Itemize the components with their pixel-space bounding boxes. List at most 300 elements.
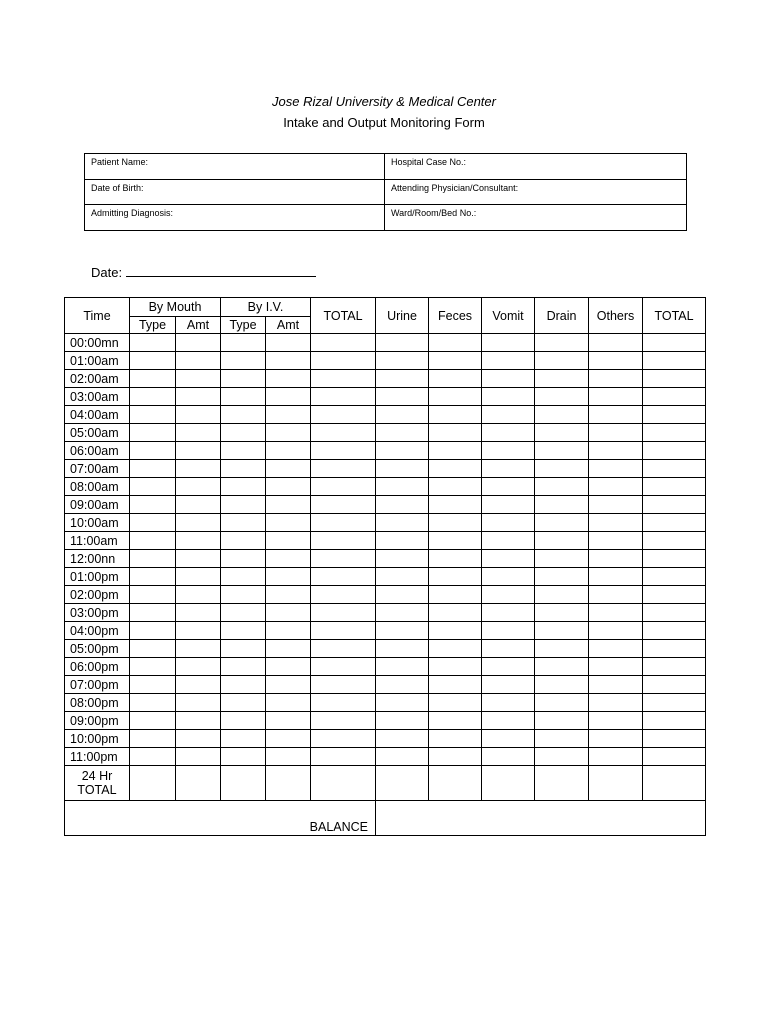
drain-cell[interactable]	[535, 478, 589, 496]
by-mouth-amt-cell[interactable]	[176, 532, 221, 550]
intake-total-cell[interactable]	[311, 694, 376, 712]
by-iv-type-cell[interactable]	[221, 568, 266, 586]
by-mouth-type-cell[interactable]	[130, 352, 176, 370]
drain-cell[interactable]	[535, 352, 589, 370]
by-mouth-type-cell[interactable]	[130, 676, 176, 694]
vomit-cell[interactable]	[482, 334, 535, 352]
by-mouth-amt-cell[interactable]	[176, 442, 221, 460]
by-mouth-amt-cell[interactable]	[176, 514, 221, 532]
by-iv-type-cell[interactable]	[221, 424, 266, 442]
intake-total-cell[interactable]	[311, 658, 376, 676]
urine-cell[interactable]	[376, 622, 429, 640]
others-cell[interactable]	[589, 676, 643, 694]
output-total-cell[interactable]	[643, 478, 706, 496]
feces-cell[interactable]	[429, 586, 482, 604]
by-iv-amt-cell[interactable]	[266, 712, 311, 730]
output-total-cell[interactable]	[643, 388, 706, 406]
vomit-cell[interactable]	[482, 568, 535, 586]
by-iv-amt-cell[interactable]	[266, 640, 311, 658]
by-iv-amt-cell[interactable]	[266, 676, 311, 694]
vomit-cell[interactable]	[482, 586, 535, 604]
others-cell[interactable]	[589, 730, 643, 748]
intake-total-cell[interactable]	[311, 406, 376, 424]
urine-cell[interactable]	[376, 730, 429, 748]
by-iv-type-cell[interactable]	[221, 460, 266, 478]
others-cell[interactable]	[589, 370, 643, 388]
output-total-cell[interactable]	[643, 730, 706, 748]
total-24hr-label	[65, 766, 130, 801]
others-cell[interactable]	[589, 478, 643, 496]
by-mouth-type-cell[interactable]	[130, 406, 176, 424]
drain-cell[interactable]	[535, 658, 589, 676]
by-mouth-type-cell[interactable]	[130, 568, 176, 586]
others-cell[interactable]	[589, 424, 643, 442]
output-total-cell[interactable]	[643, 370, 706, 388]
drain-cell[interactable]	[535, 532, 589, 550]
intake-total-cell[interactable]	[311, 388, 376, 406]
intake-total-cell[interactable]	[311, 370, 376, 388]
by-mouth-type-cell[interactable]	[130, 622, 176, 640]
urine-cell[interactable]	[376, 460, 429, 478]
vomit-cell[interactable]	[482, 478, 535, 496]
by-iv-amt-cell[interactable]	[266, 352, 311, 370]
intake-total-cell[interactable]	[311, 352, 376, 370]
vomit-cell[interactable]	[482, 460, 535, 478]
by-iv-amt-cell[interactable]	[266, 622, 311, 640]
by-mouth-type-cell[interactable]	[130, 694, 176, 712]
by-mouth-type-cell[interactable]	[130, 586, 176, 604]
by-mouth-amt-cell[interactable]	[176, 460, 221, 478]
time-cell: 04:00pm	[65, 622, 130, 640]
intake-total-cell[interactable]	[311, 550, 376, 568]
by-iv-type-cell[interactable]	[221, 388, 266, 406]
output-total-cell[interactable]	[643, 604, 706, 622]
intake-total-cell[interactable]	[311, 568, 376, 586]
urine-cell[interactable]	[376, 406, 429, 424]
by-iv-type-cell[interactable]	[221, 406, 266, 424]
by-iv-amt-cell[interactable]	[266, 514, 311, 532]
by-mouth-amt-cell[interactable]	[176, 496, 221, 514]
date-blank-line[interactable]	[126, 264, 316, 277]
others-cell[interactable]	[589, 388, 643, 406]
others-cell[interactable]	[589, 550, 643, 568]
output-total-cell[interactable]	[643, 658, 706, 676]
feces-cell[interactable]	[429, 442, 482, 460]
hospital-case-no-field[interactable]: Hospital Case No.:	[385, 154, 687, 180]
urine-cell[interactable]	[376, 604, 429, 622]
vomit-cell[interactable]	[482, 676, 535, 694]
vomit-cell[interactable]	[482, 748, 535, 766]
intake-total-cell[interactable]	[311, 532, 376, 550]
by-mouth-type-cell[interactable]	[130, 748, 176, 766]
vomit-cell[interactable]	[482, 640, 535, 658]
feces-cell[interactable]	[429, 658, 482, 676]
by-mouth-type-cell[interactable]	[130, 658, 176, 676]
urine-cell[interactable]	[376, 568, 429, 586]
by-mouth-type-cell[interactable]	[130, 442, 176, 460]
by-iv-type-cell[interactable]	[221, 712, 266, 730]
by-iv-type-cell[interactable]	[221, 352, 266, 370]
feces-cell[interactable]	[429, 676, 482, 694]
drain-cell[interactable]	[535, 406, 589, 424]
others-cell[interactable]	[589, 460, 643, 478]
others-cell[interactable]	[589, 622, 643, 640]
total-intake-total-cell[interactable]	[311, 766, 376, 801]
by-iv-amt-cell[interactable]	[266, 334, 311, 352]
by-iv-type-cell[interactable]	[221, 514, 266, 532]
others-cell[interactable]	[589, 442, 643, 460]
by-iv-amt-cell[interactable]	[266, 442, 311, 460]
drain-cell[interactable]	[535, 604, 589, 622]
intake-total-cell[interactable]	[311, 604, 376, 622]
feces-cell[interactable]	[429, 406, 482, 424]
by-mouth-type-cell[interactable]	[130, 334, 176, 352]
vomit-cell[interactable]	[482, 388, 535, 406]
by-mouth-type-cell[interactable]	[130, 514, 176, 532]
intake-total-cell[interactable]	[311, 442, 376, 460]
intake-total-cell[interactable]	[311, 622, 376, 640]
by-mouth-type-cell[interactable]	[130, 730, 176, 748]
by-mouth-amt-cell[interactable]	[176, 748, 221, 766]
vomit-cell[interactable]	[482, 406, 535, 424]
intake-output-table	[64, 297, 706, 836]
drain-cell[interactable]	[535, 640, 589, 658]
others-cell[interactable]	[589, 352, 643, 370]
others-cell[interactable]	[589, 568, 643, 586]
others-cell[interactable]	[589, 712, 643, 730]
table-row	[65, 460, 706, 478]
by-mouth-amt-header: Amt	[176, 317, 221, 334]
by-mouth-amt-cell[interactable]	[176, 550, 221, 568]
by-iv-type-cell[interactable]	[221, 748, 266, 766]
output-total-cell[interactable]	[643, 640, 706, 658]
output-total-cell[interactable]	[643, 748, 706, 766]
output-total-cell[interactable]	[643, 442, 706, 460]
by-iv-amt-cell[interactable]	[266, 460, 311, 478]
by-iv-type-cell[interactable]	[221, 442, 266, 460]
urine-cell[interactable]	[376, 352, 429, 370]
others-cell[interactable]	[589, 694, 643, 712]
total-others-cell[interactable]	[589, 766, 643, 801]
by-iv-amt-cell[interactable]	[266, 532, 311, 550]
urine-cell[interactable]	[376, 550, 429, 568]
feces-cell[interactable]	[429, 568, 482, 586]
drain-cell[interactable]	[535, 388, 589, 406]
vomit-cell[interactable]	[482, 604, 535, 622]
feces-cell[interactable]	[429, 496, 482, 514]
intake-total-cell[interactable]	[311, 712, 376, 730]
urine-cell[interactable]	[376, 478, 429, 496]
feces-cell[interactable]	[429, 640, 482, 658]
by-iv-amt-cell[interactable]	[266, 388, 311, 406]
by-iv-amt-cell[interactable]	[266, 478, 311, 496]
total-output-total-cell[interactable]	[643, 766, 706, 801]
feces-cell[interactable]	[429, 712, 482, 730]
output-total-cell[interactable]	[643, 622, 706, 640]
by-mouth-amt-cell[interactable]	[176, 604, 221, 622]
urine-cell[interactable]	[376, 334, 429, 352]
by-mouth-amt-cell[interactable]	[176, 640, 221, 658]
by-mouth-amt-cell[interactable]	[176, 424, 221, 442]
by-mouth-type-cell[interactable]	[130, 604, 176, 622]
by-iv-type-cell[interactable]	[221, 586, 266, 604]
urine-cell[interactable]	[376, 712, 429, 730]
by-iv-type-cell[interactable]	[221, 658, 266, 676]
others-cell[interactable]	[589, 334, 643, 352]
time-cell: 01:00am	[65, 352, 130, 370]
feces-cell[interactable]	[429, 748, 482, 766]
institution-name: Jose Rizal University & Medical Center	[272, 94, 496, 109]
output-total-cell[interactable]	[643, 550, 706, 568]
intake-total-cell[interactable]	[311, 676, 376, 694]
feces-cell[interactable]	[429, 388, 482, 406]
urine-cell[interactable]	[376, 748, 429, 766]
by-iv-type-cell[interactable]	[221, 478, 266, 496]
vomit-cell[interactable]	[482, 370, 535, 388]
drain-cell[interactable]	[535, 424, 589, 442]
others-cell[interactable]	[589, 514, 643, 532]
output-total-cell[interactable]	[643, 532, 706, 550]
by-mouth-amt-cell[interactable]	[176, 406, 221, 424]
drain-cell[interactable]	[535, 730, 589, 748]
patient-name-field[interactable]: Patient Name:	[85, 154, 385, 180]
admitting-diagnosis-field[interactable]: Admitting Diagnosis:	[85, 205, 385, 231]
by-mouth-type-cell[interactable]	[130, 460, 176, 478]
drain-cell[interactable]	[535, 496, 589, 514]
urine-cell[interactable]	[376, 370, 429, 388]
urine-cell[interactable]	[376, 514, 429, 532]
drain-cell[interactable]	[535, 586, 589, 604]
intake-total-cell[interactable]	[311, 478, 376, 496]
by-iv-type-cell[interactable]	[221, 604, 266, 622]
time-cell: 07:00pm	[65, 676, 130, 694]
intake-total-cell[interactable]	[311, 334, 376, 352]
by-mouth-type-cell[interactable]	[130, 388, 176, 406]
by-iv-amt-cell[interactable]	[266, 550, 311, 568]
urine-cell[interactable]	[376, 586, 429, 604]
by-mouth-type-cell[interactable]	[130, 496, 176, 514]
total-vomit-cell[interactable]	[482, 766, 535, 801]
feces-cell[interactable]	[429, 622, 482, 640]
output-total-cell[interactable]	[643, 514, 706, 532]
time-cell: 04:00am	[65, 406, 130, 424]
output-total-cell[interactable]	[643, 406, 706, 424]
table-row	[65, 730, 706, 748]
drain-cell[interactable]	[535, 712, 589, 730]
feces-cell[interactable]	[429, 370, 482, 388]
by-mouth-amt-cell[interactable]	[176, 676, 221, 694]
by-iv-amt-cell[interactable]	[266, 586, 311, 604]
feces-cell[interactable]	[429, 730, 482, 748]
by-iv-type-cell[interactable]	[221, 730, 266, 748]
urine-cell[interactable]	[376, 442, 429, 460]
by-iv-type-cell[interactable]	[221, 334, 266, 352]
by-mouth-amt-cell[interactable]	[176, 388, 221, 406]
total-urine-cell[interactable]	[376, 766, 429, 801]
by-iv-amt-cell[interactable]	[266, 748, 311, 766]
drain-cell[interactable]	[535, 748, 589, 766]
by-mouth-amt-cell[interactable]	[176, 334, 221, 352]
total-by-mouth-type-cell[interactable]	[130, 766, 176, 801]
by-iv-type-cell[interactable]	[221, 694, 266, 712]
by-mouth-type-cell[interactable]	[130, 370, 176, 388]
balance-value-cell[interactable]	[376, 801, 706, 836]
output-total-cell[interactable]	[643, 568, 706, 586]
time-cell: 12:00nn	[65, 550, 130, 568]
feces-cell[interactable]	[429, 604, 482, 622]
urine-cell[interactable]	[376, 424, 429, 442]
vomit-cell[interactable]	[482, 424, 535, 442]
output-total-cell[interactable]	[643, 676, 706, 694]
intake-total-cell[interactable]	[311, 730, 376, 748]
by-iv-amt-cell[interactable]	[266, 694, 311, 712]
others-cell[interactable]	[589, 586, 643, 604]
output-total-cell[interactable]	[643, 334, 706, 352]
vomit-cell[interactable]	[482, 694, 535, 712]
by-mouth-amt-cell[interactable]	[176, 730, 221, 748]
output-total-cell[interactable]	[643, 712, 706, 730]
by-iv-type-header: Type	[221, 317, 266, 334]
vomit-cell[interactable]	[482, 514, 535, 532]
intake-total-cell[interactable]	[311, 460, 376, 478]
total-24hr-row	[65, 766, 706, 801]
by-mouth-amt-cell[interactable]	[176, 352, 221, 370]
by-mouth-amt-cell[interactable]	[176, 712, 221, 730]
others-cell[interactable]	[589, 640, 643, 658]
by-mouth-type-cell[interactable]	[130, 532, 176, 550]
output-total-cell[interactable]	[643, 352, 706, 370]
by-iv-amt-cell[interactable]	[266, 604, 311, 622]
others-cell[interactable]	[589, 748, 643, 766]
others-cell[interactable]	[589, 658, 643, 676]
by-mouth-amt-cell[interactable]	[176, 478, 221, 496]
by-mouth-amt-cell[interactable]	[176, 622, 221, 640]
by-iv-amt-cell[interactable]	[266, 658, 311, 676]
feces-cell[interactable]	[429, 514, 482, 532]
others-cell[interactable]	[589, 406, 643, 424]
output-total-cell[interactable]	[643, 424, 706, 442]
output-total-cell[interactable]	[643, 586, 706, 604]
drain-cell[interactable]	[535, 694, 589, 712]
drain-cell[interactable]	[535, 460, 589, 478]
total-drain-cell[interactable]	[535, 766, 589, 801]
intake-total-cell[interactable]	[311, 514, 376, 532]
urine-cell[interactable]	[376, 640, 429, 658]
vomit-cell[interactable]	[482, 496, 535, 514]
by-iv-type-cell[interactable]	[221, 550, 266, 568]
intake-total-cell[interactable]	[311, 424, 376, 442]
by-iv-amt-cell[interactable]	[266, 406, 311, 424]
by-mouth-type-cell[interactable]	[130, 550, 176, 568]
urine-cell[interactable]	[376, 388, 429, 406]
by-mouth-amt-cell[interactable]	[176, 658, 221, 676]
vomit-cell[interactable]	[482, 730, 535, 748]
intake-total-cell[interactable]	[311, 586, 376, 604]
output-total-cell[interactable]	[643, 460, 706, 478]
total-by-iv-type-cell[interactable]	[221, 766, 266, 801]
vomit-cell[interactable]	[482, 442, 535, 460]
by-iv-type-cell[interactable]	[221, 532, 266, 550]
output-total-cell[interactable]	[643, 496, 706, 514]
by-iv-type-cell[interactable]	[221, 370, 266, 388]
drain-cell[interactable]	[535, 568, 589, 586]
total-by-iv-amt-cell[interactable]	[266, 766, 311, 801]
total-by-mouth-amt-cell[interactable]	[176, 766, 221, 801]
drain-cell[interactable]	[535, 334, 589, 352]
feces-cell[interactable]	[429, 694, 482, 712]
others-cell[interactable]	[589, 604, 643, 622]
time-cell: 05:00pm	[65, 640, 130, 658]
vomit-cell[interactable]	[482, 712, 535, 730]
intake-total-cell[interactable]	[311, 640, 376, 658]
drain-cell[interactable]	[535, 370, 589, 388]
by-mouth-amt-cell[interactable]	[176, 568, 221, 586]
urine-cell[interactable]	[376, 496, 429, 514]
by-mouth-type-cell[interactable]	[130, 478, 176, 496]
feces-cell[interactable]	[429, 424, 482, 442]
by-iv-amt-cell[interactable]	[266, 730, 311, 748]
by-iv-amt-cell[interactable]	[266, 568, 311, 586]
by-iv-amt-cell[interactable]	[266, 496, 311, 514]
by-iv-amt-cell[interactable]	[266, 370, 311, 388]
by-iv-type-cell[interactable]	[221, 676, 266, 694]
intake-total-header: TOTAL	[311, 298, 376, 334]
drain-cell[interactable]	[535, 676, 589, 694]
total-feces-cell[interactable]	[429, 766, 482, 801]
intake-total-cell[interactable]	[311, 496, 376, 514]
balance-row	[65, 801, 706, 836]
drain-cell[interactable]	[535, 514, 589, 532]
feces-cell[interactable]	[429, 550, 482, 568]
by-mouth-amt-cell[interactable]	[176, 694, 221, 712]
others-cell[interactable]	[589, 532, 643, 550]
drain-cell[interactable]	[535, 622, 589, 640]
drain-cell[interactable]	[535, 442, 589, 460]
by-mouth-amt-cell[interactable]	[176, 370, 221, 388]
intake-total-cell[interactable]	[311, 748, 376, 766]
vomit-cell[interactable]	[482, 550, 535, 568]
date-of-birth-field[interactable]: Date of Birth:	[85, 179, 385, 205]
feces-cell[interactable]	[429, 334, 482, 352]
by-iv-type-cell[interactable]	[221, 496, 266, 514]
vomit-cell[interactable]	[482, 352, 535, 370]
vomit-cell[interactable]	[482, 622, 535, 640]
time-cell: 06:00am	[65, 442, 130, 460]
by-iv-amt-cell[interactable]	[266, 424, 311, 442]
by-iv-type-cell[interactable]	[221, 640, 266, 658]
output-total-cell[interactable]	[643, 694, 706, 712]
by-mouth-type-cell[interactable]	[130, 640, 176, 658]
urine-cell[interactable]	[376, 676, 429, 694]
feces-cell[interactable]	[429, 478, 482, 496]
feces-cell[interactable]	[429, 532, 482, 550]
by-mouth-type-cell[interactable]	[130, 712, 176, 730]
urine-cell[interactable]	[376, 694, 429, 712]
by-mouth-amt-cell[interactable]	[176, 586, 221, 604]
drain-cell[interactable]	[535, 550, 589, 568]
others-cell[interactable]	[589, 496, 643, 514]
by-mouth-type-cell[interactable]	[130, 424, 176, 442]
urine-cell[interactable]	[376, 532, 429, 550]
vomit-cell[interactable]	[482, 658, 535, 676]
feces-cell[interactable]	[429, 352, 482, 370]
ward-room-bed-field[interactable]: Ward/Room/Bed No.:	[385, 205, 687, 231]
vomit-cell[interactable]	[482, 532, 535, 550]
urine-cell[interactable]	[376, 658, 429, 676]
attending-physician-field[interactable]: Attending Physician/Consultant:	[385, 179, 687, 205]
by-iv-type-cell[interactable]	[221, 622, 266, 640]
feces-cell[interactable]	[429, 460, 482, 478]
